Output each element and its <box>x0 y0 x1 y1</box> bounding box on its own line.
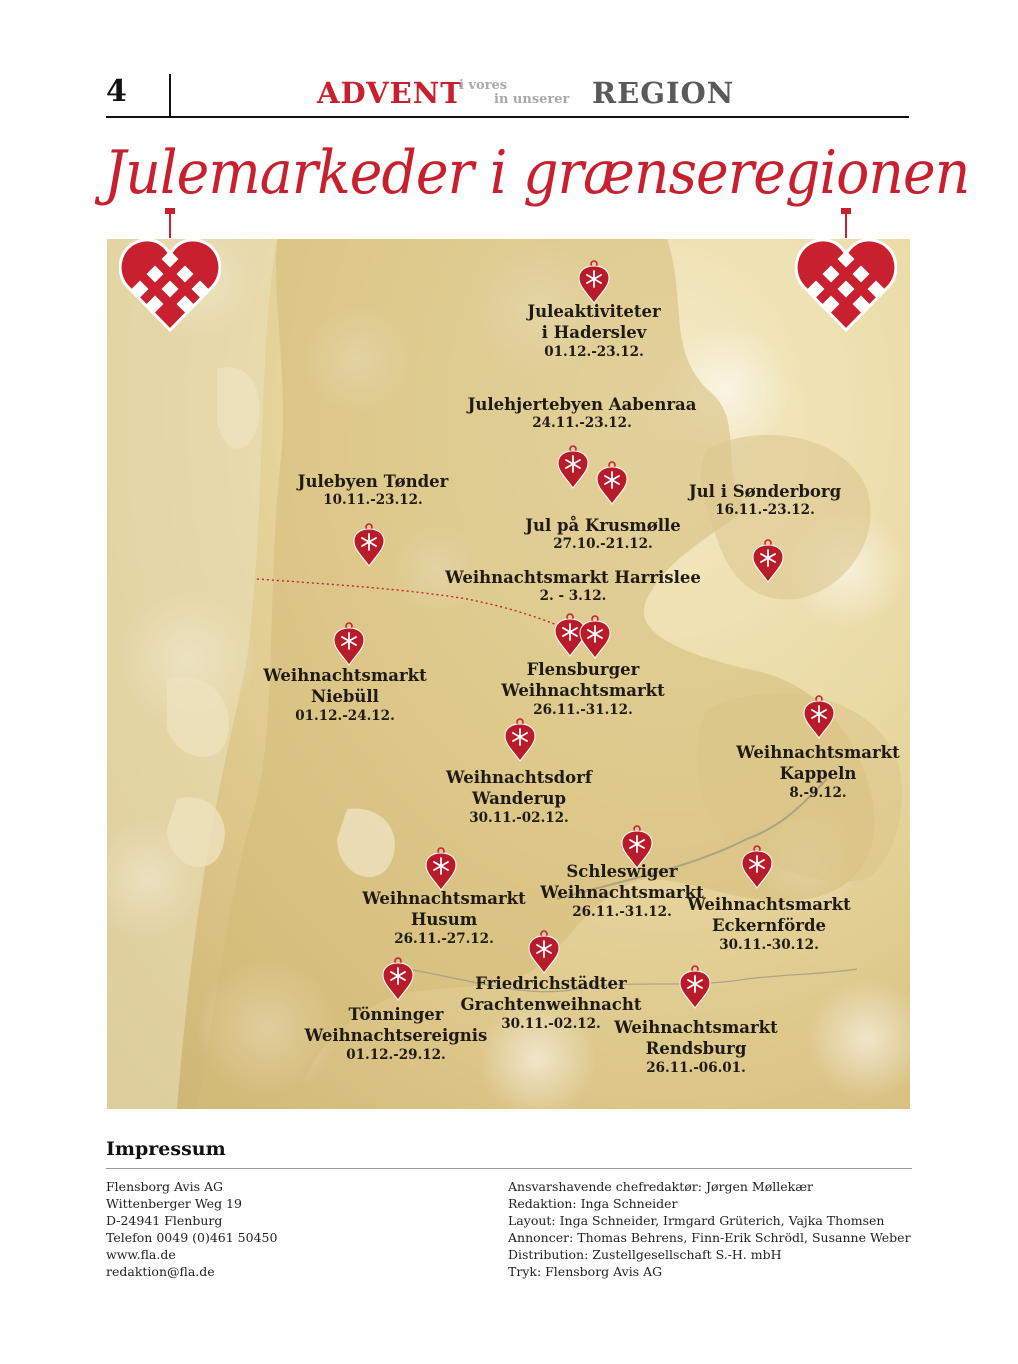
impressum-line: Distribution: Zustellgesellschaft S.-H. mbH <box>508 1247 782 1262</box>
market-name-line2: Kappeln <box>779 764 857 784</box>
market-name: Weihnachtsmarkt <box>614 1018 778 1037</box>
snowflake-pin-icon[interactable] <box>750 539 786 583</box>
market-name-line2: Husum <box>410 910 478 930</box>
market-name: Julehjertebyen Aabenraa <box>467 395 697 414</box>
market-date: 30.11.-02.12. <box>501 1015 601 1032</box>
impressum-email[interactable]: redaktion@fla.de <box>106 1264 215 1279</box>
snowflake-pin-icon[interactable] <box>576 260 612 304</box>
market-label <box>527 301 660 361</box>
market-name-line2: Rendsburg <box>645 1039 747 1059</box>
header-divider <box>169 74 171 116</box>
impressum-line: Annoncer: Thomas Behrens, Finn-Erik Schrödl, Susanne Weber <box>508 1230 911 1245</box>
market-name-line2: Grachtenweihnacht <box>460 995 642 1015</box>
market-date: 26.11.-31.12. <box>572 903 672 920</box>
impressum-line: Wittenberger Weg 19 <box>106 1196 242 1211</box>
market-name-line2: Weihnachtsmarkt <box>501 681 665 701</box>
market-label <box>263 665 427 725</box>
market-date: 30.11.-30.12. <box>719 936 819 953</box>
impressum-line: Layout: Inga Schneider, Irmgard Grüterich, Vajka Thomsen <box>508 1213 885 1228</box>
market-label <box>689 481 841 520</box>
market-date: 01.12.-29.12. <box>346 1046 446 1063</box>
header-i-vores: i vores <box>459 78 508 93</box>
snowflake-pin-icon[interactable] <box>331 622 367 666</box>
snowflake-pin-icon[interactable] <box>577 615 613 659</box>
market-name-line2: Weihnachtsereignis <box>304 1026 488 1046</box>
impressum-line: D-24941 Flenburg <box>106 1213 223 1228</box>
market-date: 16.11.-23.12. <box>715 502 815 519</box>
market-name: Weihnachtsmarkt <box>263 666 427 685</box>
snowflake-pin-icon[interactable] <box>801 695 837 739</box>
market-date: 10.11.-23.12. <box>323 492 423 509</box>
market-label <box>446 767 592 827</box>
market-label <box>736 742 900 802</box>
market-label <box>468 394 697 433</box>
page-number: 4 <box>106 74 127 109</box>
market-name-line2: Wanderup <box>471 789 567 809</box>
snowflake-pin-icon[interactable] <box>380 957 416 1001</box>
impressum-heading: Impressum <box>106 1138 226 1160</box>
market-label <box>445 567 701 606</box>
market-name: Julebyen Tønder <box>297 472 449 491</box>
market-name-line2: i Haderslev <box>541 323 647 343</box>
market-label <box>305 1004 488 1064</box>
header-region: REGION <box>592 76 735 110</box>
impressum-left <box>106 1178 277 1280</box>
market-label <box>614 1017 778 1077</box>
snowflake-pin-icon[interactable] <box>351 523 387 567</box>
market-date: 30.11.-02.12. <box>469 809 569 826</box>
market-name: Schleswiger <box>566 862 678 881</box>
snowflake-pin-icon[interactable] <box>594 461 630 505</box>
market-name-line2: Niebüll <box>311 687 379 707</box>
impressum-line: Flensborg Avis AG <box>106 1179 223 1194</box>
snowflake-pin-icon[interactable] <box>555 445 591 489</box>
snowflake-pin-icon[interactable] <box>423 847 459 891</box>
market-date: 2. - 3.12. <box>539 588 607 605</box>
market-date: 8.-9.12. <box>789 784 847 801</box>
impressum-line: Redaktion: Inga Schneider <box>508 1196 678 1211</box>
market-name: Flensburger <box>526 660 640 679</box>
impressum-line: Telefon 0049 (0)461 50450 <box>106 1230 278 1245</box>
market-name: Friedrichstädter <box>475 974 627 993</box>
heart-ornament-right-icon <box>795 208 897 332</box>
impressum-website[interactable]: www.fla.de <box>106 1247 176 1262</box>
market-name: Weihnachtsdorf <box>446 768 592 787</box>
market-name: Jul i Sønderborg <box>688 482 842 501</box>
map-panel <box>107 239 910 1109</box>
market-name: Weihnachtsmarkt Harrislee <box>445 568 701 587</box>
market-name: Jul på Krusmølle <box>525 516 681 535</box>
market-date: 26.11.-31.12. <box>533 701 633 718</box>
market-date: 01.12.-24.12. <box>295 707 395 724</box>
market-date: 26.11.-06.01. <box>646 1059 746 1076</box>
market-label <box>298 471 449 510</box>
market-date: 27.10.-21.12. <box>553 536 653 553</box>
market-date: 26.11.-27.12. <box>394 930 494 947</box>
market-name: Tönninger <box>348 1005 444 1024</box>
market-name-line2: Eckernförde <box>711 916 827 936</box>
snowflake-pin-icon[interactable] <box>677 965 713 1009</box>
market-label <box>540 861 704 921</box>
market-label <box>501 659 665 719</box>
snowflake-pin-icon[interactable] <box>526 930 562 974</box>
header-in-unserer: in unserer <box>494 92 570 107</box>
impressum-right <box>508 1178 911 1280</box>
impressum-line: Ansvarshavende chefredaktør: Jørgen Møllekær <box>508 1179 813 1194</box>
market-date: 24.11.-23.12. <box>532 415 632 432</box>
market-label <box>525 515 681 554</box>
impressum-rule <box>106 1168 912 1169</box>
market-date: 01.12.-23.12. <box>544 343 644 360</box>
market-label <box>687 894 851 954</box>
impressum-line: Tryk: Flensborg Avis AG <box>508 1264 663 1279</box>
market-name: Weihnachtsmarkt <box>362 889 526 908</box>
market-name-line2: Weihnachtsmarkt <box>540 883 704 903</box>
market-name: Juleaktiviteter <box>527 302 661 321</box>
market-label <box>362 888 526 948</box>
page-title: Julemarkeder i grænseregionen <box>104 138 970 208</box>
header-rule <box>106 116 909 118</box>
market-name: Weihnachtsmarkt <box>736 743 900 762</box>
header-advent: ADVENT <box>317 76 463 110</box>
heart-ornament-left-icon <box>119 208 221 332</box>
snowflake-pin-icon[interactable] <box>502 718 538 762</box>
market-name: Weihnachtsmarkt <box>687 895 851 914</box>
snowflake-pin-icon[interactable] <box>739 845 775 889</box>
